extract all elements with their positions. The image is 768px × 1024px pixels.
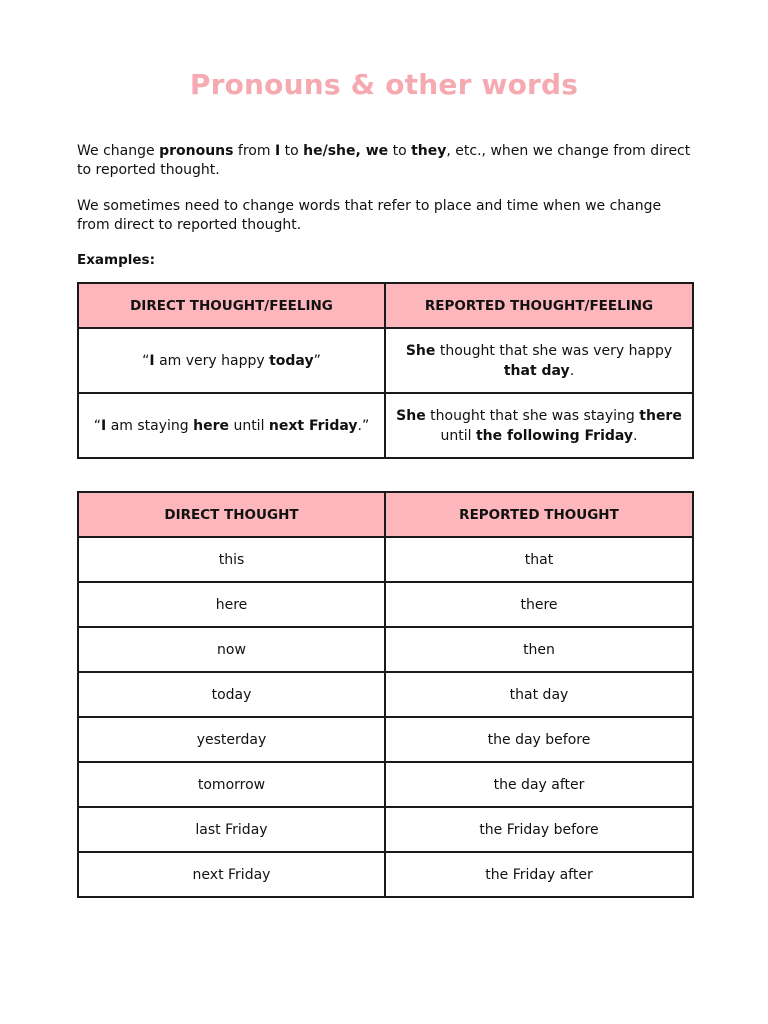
- reported-word-cell: the Friday after: [385, 852, 693, 897]
- table-row: [78, 328, 693, 393]
- reported-word-cell: the day after: [385, 762, 693, 807]
- header-reported-thought: REPORTED THOUGHT: [385, 492, 693, 537]
- bold-run: I: [101, 417, 107, 434]
- bold-run: that day: [503, 362, 570, 379]
- bold-run: next Friday: [268, 417, 358, 434]
- text-run: .: [633, 427, 638, 444]
- text-run: , etc., when we change from direct to reported thought.: [77, 143, 691, 178]
- header-direct-thought-feeling: DIRECT THOUGHT/FEELING: [78, 283, 385, 328]
- bold-run: pronouns: [159, 143, 234, 159]
- table-row: [78, 717, 693, 762]
- text-run: until: [229, 417, 269, 434]
- text-run: until: [440, 427, 476, 444]
- table-row: [78, 627, 693, 672]
- text-run: “: [93, 417, 102, 434]
- text-run: “: [142, 352, 150, 369]
- table-header-row: [78, 492, 693, 537]
- table-row: [78, 537, 693, 582]
- header-reported-thought-feeling: REPORTED THOUGHT/FEELING: [385, 283, 693, 328]
- direct-word-cell: today: [78, 672, 385, 717]
- direct-word-cell: this: [78, 537, 385, 582]
- direct-word-cell: now: [78, 627, 385, 672]
- bold-run: there: [639, 407, 682, 424]
- text-run: We change: [77, 143, 160, 159]
- examples-label: Examples:: [77, 252, 155, 268]
- text-run: to: [388, 143, 412, 159]
- direct-word-cell: last Friday: [78, 807, 385, 852]
- place-time-paragraph: We sometimes need to change words that refer to place and time when we change from direct to reported thought.: [77, 198, 662, 233]
- direct-word-cell: tomorrow: [78, 762, 385, 807]
- reported-word-cell: that: [385, 537, 693, 582]
- text-run: thought that she was very happy: [435, 342, 673, 359]
- example-reported-cell: [385, 393, 693, 458]
- table-row: [78, 762, 693, 807]
- text-run: to: [280, 143, 304, 159]
- example-direct-cell: [78, 393, 385, 458]
- bold-run: he/she, we: [303, 143, 389, 159]
- bold-run: today: [269, 352, 314, 369]
- table-row: [78, 807, 693, 852]
- direct-word-cell: next Friday: [78, 852, 385, 897]
- page-title: Pronouns & other words: [189, 68, 579, 101]
- table-row: [78, 852, 693, 897]
- table-row: [78, 393, 693, 458]
- bold-run: She: [396, 407, 426, 424]
- words-table: [77, 491, 694, 898]
- header-direct-thought: DIRECT THOUGHT: [78, 492, 385, 537]
- text-run: am very happy: [154, 352, 270, 369]
- reported-word-cell: then: [385, 627, 693, 672]
- reported-word-cell: there: [385, 582, 693, 627]
- text-run: ”: [313, 352, 321, 369]
- table-header-row: [78, 283, 693, 328]
- table-row: [78, 582, 693, 627]
- text-run: thought that she was staying: [425, 407, 640, 424]
- examples-table: [77, 282, 694, 459]
- reported-word-cell: the Friday before: [385, 807, 693, 852]
- bold-run: the following Friday: [475, 427, 634, 444]
- bold-run: I: [274, 143, 281, 159]
- bold-run: they: [411, 143, 447, 159]
- text-run: .: [569, 362, 575, 379]
- bold-run: I: [149, 352, 155, 369]
- text-run: .”: [357, 417, 370, 434]
- example-direct-cell: [78, 328, 385, 393]
- example-reported-cell: [385, 328, 693, 393]
- text-run: am staying: [106, 417, 194, 434]
- pronouns-paragraph: [77, 142, 693, 179]
- bold-run: She: [405, 342, 436, 359]
- direct-word-cell: here: [78, 582, 385, 627]
- reported-word-cell: the day before: [385, 717, 693, 762]
- table-row: [78, 672, 693, 717]
- text-run: from: [233, 143, 275, 159]
- bold-run: here: [193, 417, 229, 434]
- direct-word-cell: yesterday: [78, 717, 385, 762]
- reported-word-cell: that day: [385, 672, 693, 717]
